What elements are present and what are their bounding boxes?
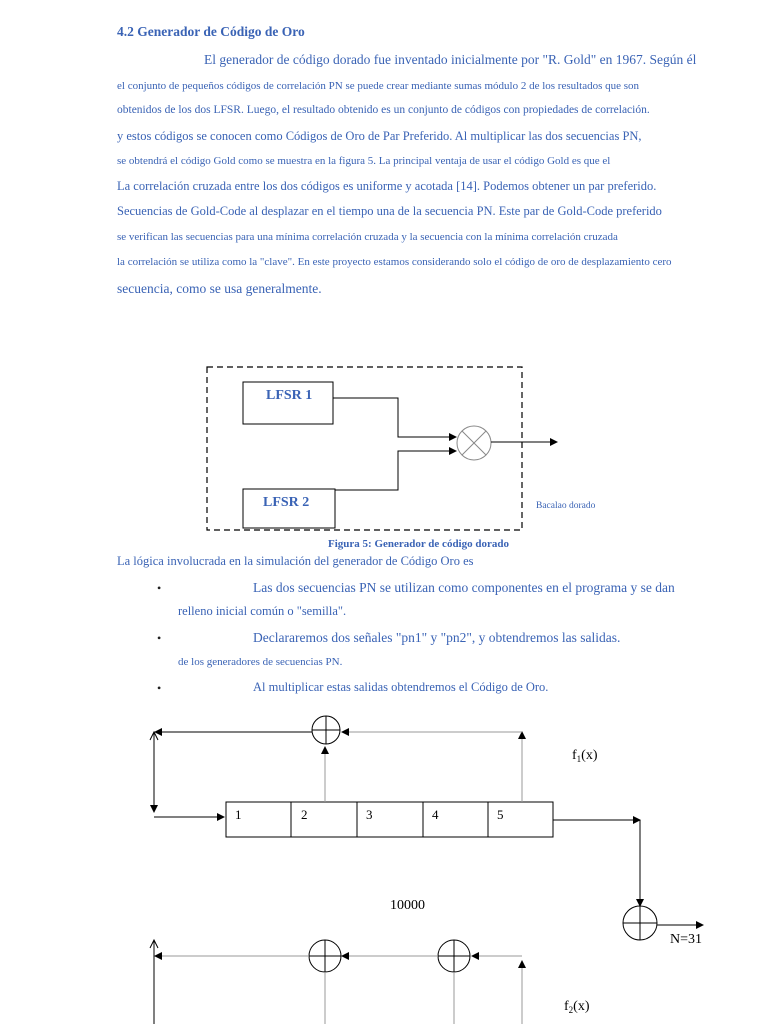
bullet-marker: • xyxy=(157,631,162,645)
seed-label: 10000 xyxy=(390,898,425,913)
list-item: Declararemos dos señales "pn1" y "pn2", y obtendremos las salidas. xyxy=(253,630,621,645)
lfsr2-label: LFSR 2 xyxy=(263,495,310,510)
paragraph-line: se verifican las secuencias para una mínima correlación cruzada y la secuencia con la mínima correlación cruzada xyxy=(117,231,618,243)
register-cell: 3 xyxy=(366,807,373,822)
section-heading: 4.2 Generador de Código de Oro xyxy=(117,24,305,39)
f2-polynomial-label: $f_2(x)$ xyxy=(564,999,590,1015)
figure-caption: Figura 5: Generador de código dorado xyxy=(328,538,509,550)
register-cell: 2 xyxy=(301,807,308,822)
paragraph-line: y estos códigos se conocen como Códigos de Oro de Par Preferido. Al multiplicar las dos secuencias PN, xyxy=(117,129,642,143)
paragraph-line: El generador de código dorado fue inventado inicialmente por "R. Gold" en 1967. Según él xyxy=(204,52,697,67)
xor-adder-icon xyxy=(312,716,340,744)
paragraph-line: el conjunto de pequeños códigos de correlación PN se puede crear mediante sumas módulo 2 de los resultados que son xyxy=(117,80,640,92)
xor-adder-icon xyxy=(438,940,470,972)
gold-code-output-label: Bacalao dorado xyxy=(536,501,596,511)
list-item: Al multiplicar estas salidas obtendremos el Código de Oro. xyxy=(253,680,549,694)
paragraph-line: Secuencias de Gold-Code al desplazar en el tiempo una de la secuencia PN. Este par de Gold-Code preferido xyxy=(117,204,662,218)
bullet-marker: • xyxy=(157,581,162,595)
list-item-continuation: de los generadores de secuencias PN. xyxy=(178,656,343,668)
list-item-continuation: relleno inicial común o "semilla". xyxy=(178,604,347,618)
lfsr1-label: LFSR 1 xyxy=(266,388,313,403)
paragraph-line: la correlación se utiliza como la "clave". En este proyecto estamos considerando solo el código de oro de desplazamiento cero xyxy=(117,256,672,268)
logic-intro: La lógica involucrada en la simulación del generador de Código Oro es xyxy=(117,554,474,568)
paragraph-line: obtenidos de los dos LFSR. Luego, el resultado obtenido es un conjunto de códigos con propiedades de correlación. xyxy=(117,104,650,116)
register xyxy=(226,802,553,837)
list-item: Las dos secuencias PN se utilizan como componentes en el programa y se dan xyxy=(253,580,675,595)
output-adder-icon xyxy=(623,906,657,940)
length-label: N=31 xyxy=(670,932,703,947)
paragraph-line: se obtendrá el código Gold como se muestra en la figura 5. La principal ventaja de usar el código Gold es que el xyxy=(117,155,611,167)
register-cell: 5 xyxy=(497,807,504,822)
paragraph-line: La correlación cruzada entre los dos códigos es uniforme y acotada [14]. Podemos obtener un par preferido. xyxy=(117,179,657,193)
xor-adder-icon xyxy=(309,940,341,972)
f1-polynomial-label: $f_1(x)$ xyxy=(572,748,598,764)
bullet-marker: • xyxy=(157,681,162,695)
register-cell: 1 xyxy=(235,807,242,822)
paragraph-line: secuencia, como se usa generalmente. xyxy=(117,281,322,296)
register-cell: 4 xyxy=(432,807,439,822)
